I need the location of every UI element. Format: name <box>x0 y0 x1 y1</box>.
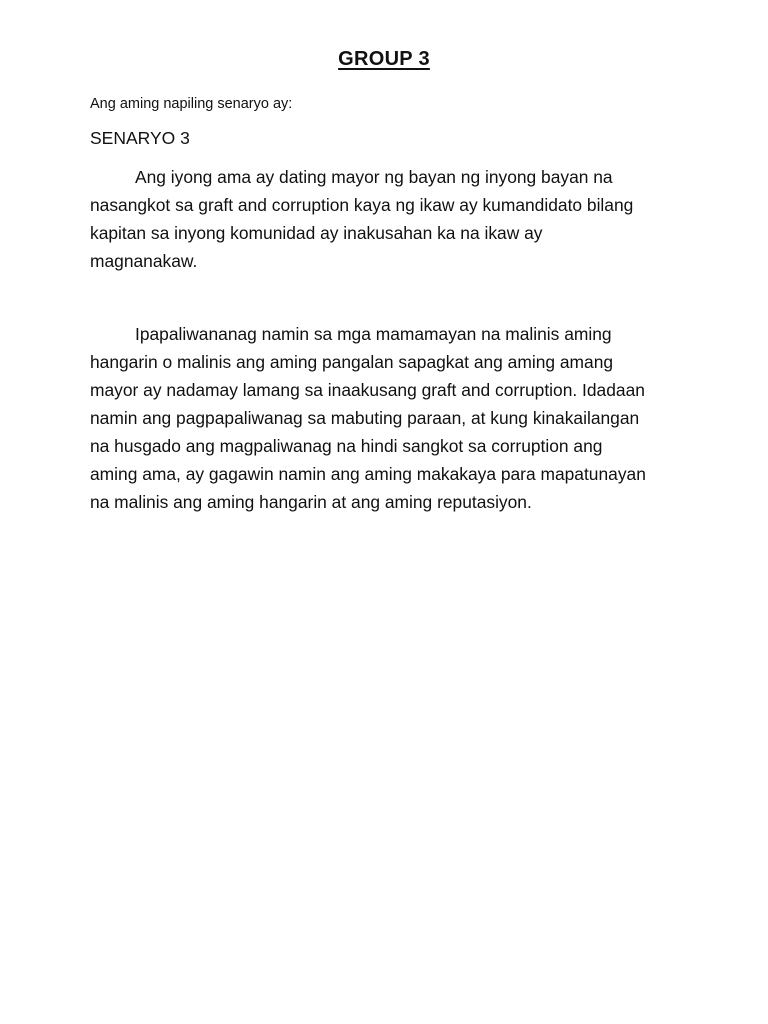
paragraph-line: Ipapaliwananag namin sa mga mamamayan na malinis aming <box>135 324 612 344</box>
intro-text: Ang aming napiling senaryo ay: <box>90 96 293 112</box>
paragraph-line: na malinis ang aming hangarin at ang aming reputasiyon. <box>90 492 532 512</box>
paragraph-line: hangarin o malinis ang aming pangalan sapagkat ang aming amang <box>90 352 614 372</box>
paragraph-line: nasangkot sa graft and corruption kaya ng ikaw ay kumandidato bilang <box>90 195 634 215</box>
paragraph-line: na husgado ang magpaliwanag na hindi sangkot sa corruption ang <box>90 436 603 456</box>
paragraph-line: aming ama, ay gagawin namin ang aming makakaya para mapatunayan <box>90 464 646 484</box>
paragraph-line: kapitan sa inyong komunidad ay inakusahan ka na ikaw ay <box>90 223 543 243</box>
paragraph-line: Ang iyong ama ay dating mayor ng bayan ng inyong bayan na <box>135 167 613 187</box>
paragraph-line: magnanakaw. <box>90 251 198 271</box>
scenario-label: SENARYO 3 <box>90 128 190 148</box>
paragraph-response <box>90 320 690 516</box>
paragraph-line: namin ang pagpapaliwanag sa mabuting paraan, at kung kinakailangan <box>90 408 640 428</box>
paragraph-scenario-description <box>90 163 690 275</box>
paragraph-line: mayor ay nadamay lamang sa inaakusang graft and corruption. Idadaan <box>90 380 645 400</box>
document-title: GROUP 3 <box>338 48 430 70</box>
